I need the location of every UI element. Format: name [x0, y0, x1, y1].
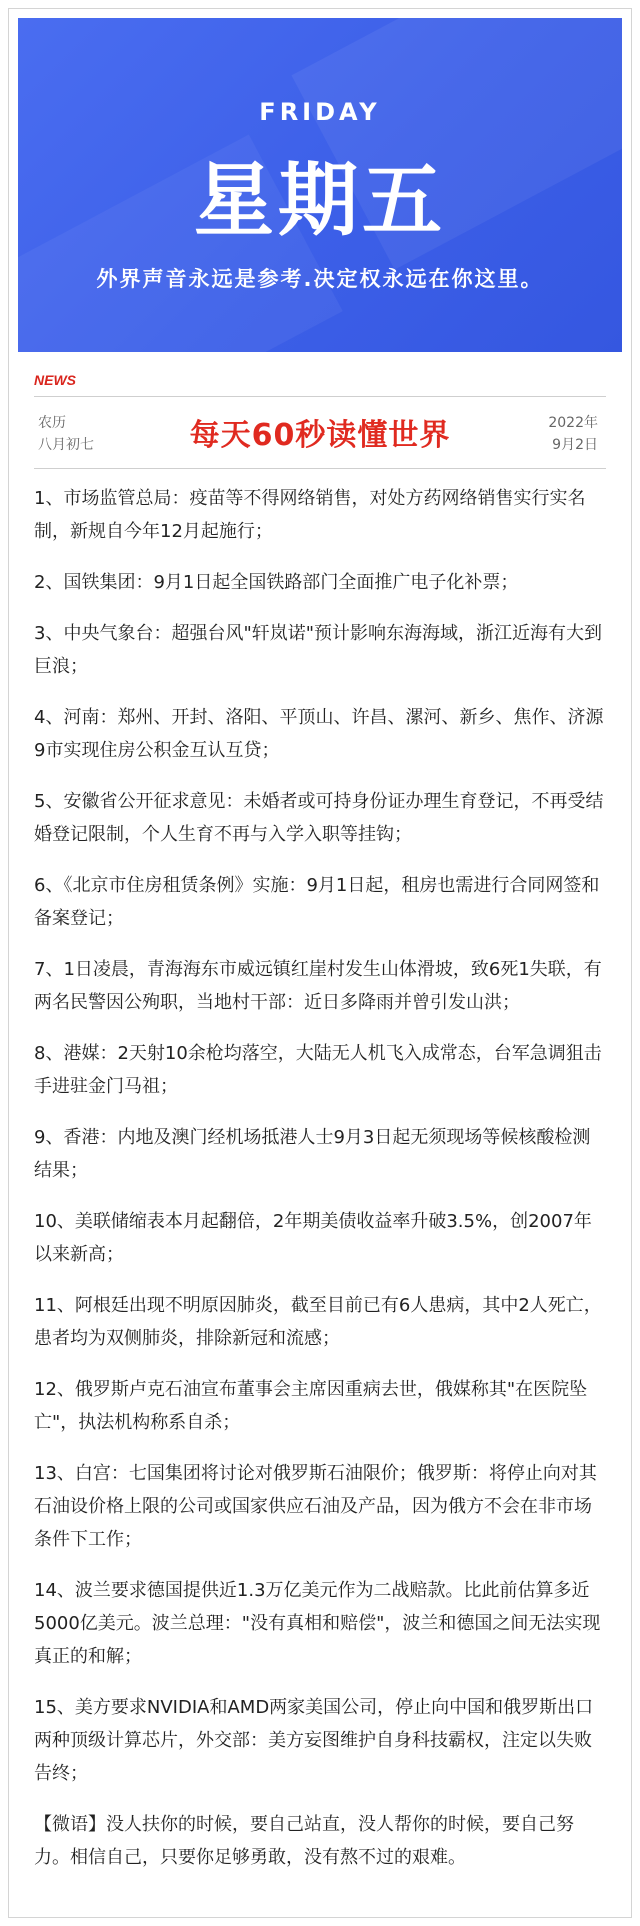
lunar-label: 农历	[38, 415, 66, 431]
news-item: 5、安徽省公开征求意见：未婚者或可持身份证办理生育登记，不再受结婚登记限制，个人生育不再与入学入职等挂钩；	[34, 791, 604, 845]
gregorian-date-block	[548, 412, 598, 456]
news-item: 9、香港：内地及澳门经机场抵港人士9月3日起无须现场等候核酸检测结果；	[34, 1127, 591, 1181]
news-item: 13、白宫：七国集团将讨论对俄罗斯石油限价；俄罗斯：将停止向对其石油设价格上限的公司或国家供应石油及产品，因为俄方不会在非市场条件下工作；	[34, 1463, 597, 1550]
banner-slogan: 外界声音永远是参考.决定权永远在你这里。	[96, 267, 544, 291]
news-item: 8、港媒：2天射10余枪均落空，大陆无人机飞入成常态，台军急调狙击手进驻金门马祖；	[34, 1043, 602, 1097]
banner	[18, 18, 622, 352]
closing-quote: 【微语】没人扶你的时候，要自己站直，没人帮你的时候，要自己努力。相信自己，只要你足够勇敢，没有熬不过的艰难。	[34, 1814, 574, 1868]
news-item: 15、美方要求NVIDIA和AMD两家美国公司，停止向中国和俄罗斯出口两种顶级计算芯片，外交部：美方妄图维护自身科技霸权，注定以失败告终；	[34, 1697, 594, 1784]
news-item: 3、中央气象台：超强台风"轩岚诺"预计影响东海海域，浙江近海有大到巨浪；	[34, 623, 603, 677]
news-item: 7、1日凌晨，青海海东市威远镇红崖村发生山体滑坡，致6死1失联，有两名民警因公殉职，当地村干部：近日多降雨并曾引发山洪；	[34, 959, 602, 1013]
day-chinese: 星期五	[194, 154, 446, 247]
news-item: 6、《北京市住房租赁条例》实施：9月1日起，租房也需进行合同网签和备案登记；	[34, 875, 600, 929]
day-english: FRIDAY	[259, 98, 381, 126]
divider	[34, 396, 606, 397]
news-item: 2、国铁集团：9月1日起全国铁路部门全面推广电子化补票；	[34, 572, 519, 593]
lunar-date: 八月初七	[38, 437, 94, 453]
page-title: 每天60秒读懂世界	[189, 418, 451, 453]
news-item: 1、市场监管总局：疫苗等不得网络销售，对处方药网络销售实行实名制，新规自今年12月起施行；	[34, 488, 586, 542]
news-item: 11、阿根廷出现不明原因肺炎，截至目前已有6人患病，其中2人死亡，患者均为双侧肺炎，排除新冠和流感；	[34, 1295, 602, 1349]
news-item: 14、波兰要求德国提供近1.3万亿美元作为二战赔款。比此前估算多近5000亿美元。波兰总理："没有真相和赔偿"，波兰和德国之间无法实现真正的和解；	[34, 1580, 601, 1667]
news-item: 10、美联储缩表本月起翻倍，2年期美债收益率升破3.5%，创2007年以来新高；	[34, 1211, 592, 1265]
news-item: 12、俄罗斯卢克石油宣布董事会主席因重病去世，俄媒称其"在医院坠亡"，执法机构称系自杀；	[34, 1379, 588, 1433]
year-label: 2022年	[548, 415, 598, 431]
news-tag: NEWS	[34, 372, 76, 388]
news-list	[34, 482, 608, 1874]
date-label: 9月2日	[552, 437, 598, 453]
news-item: 4、河南：郑州、开封、洛阳、平顶山、许昌、漯河、新乡、焦作、济源9市实现住房公积金互认互贷；	[34, 707, 604, 761]
divider	[34, 468, 606, 469]
